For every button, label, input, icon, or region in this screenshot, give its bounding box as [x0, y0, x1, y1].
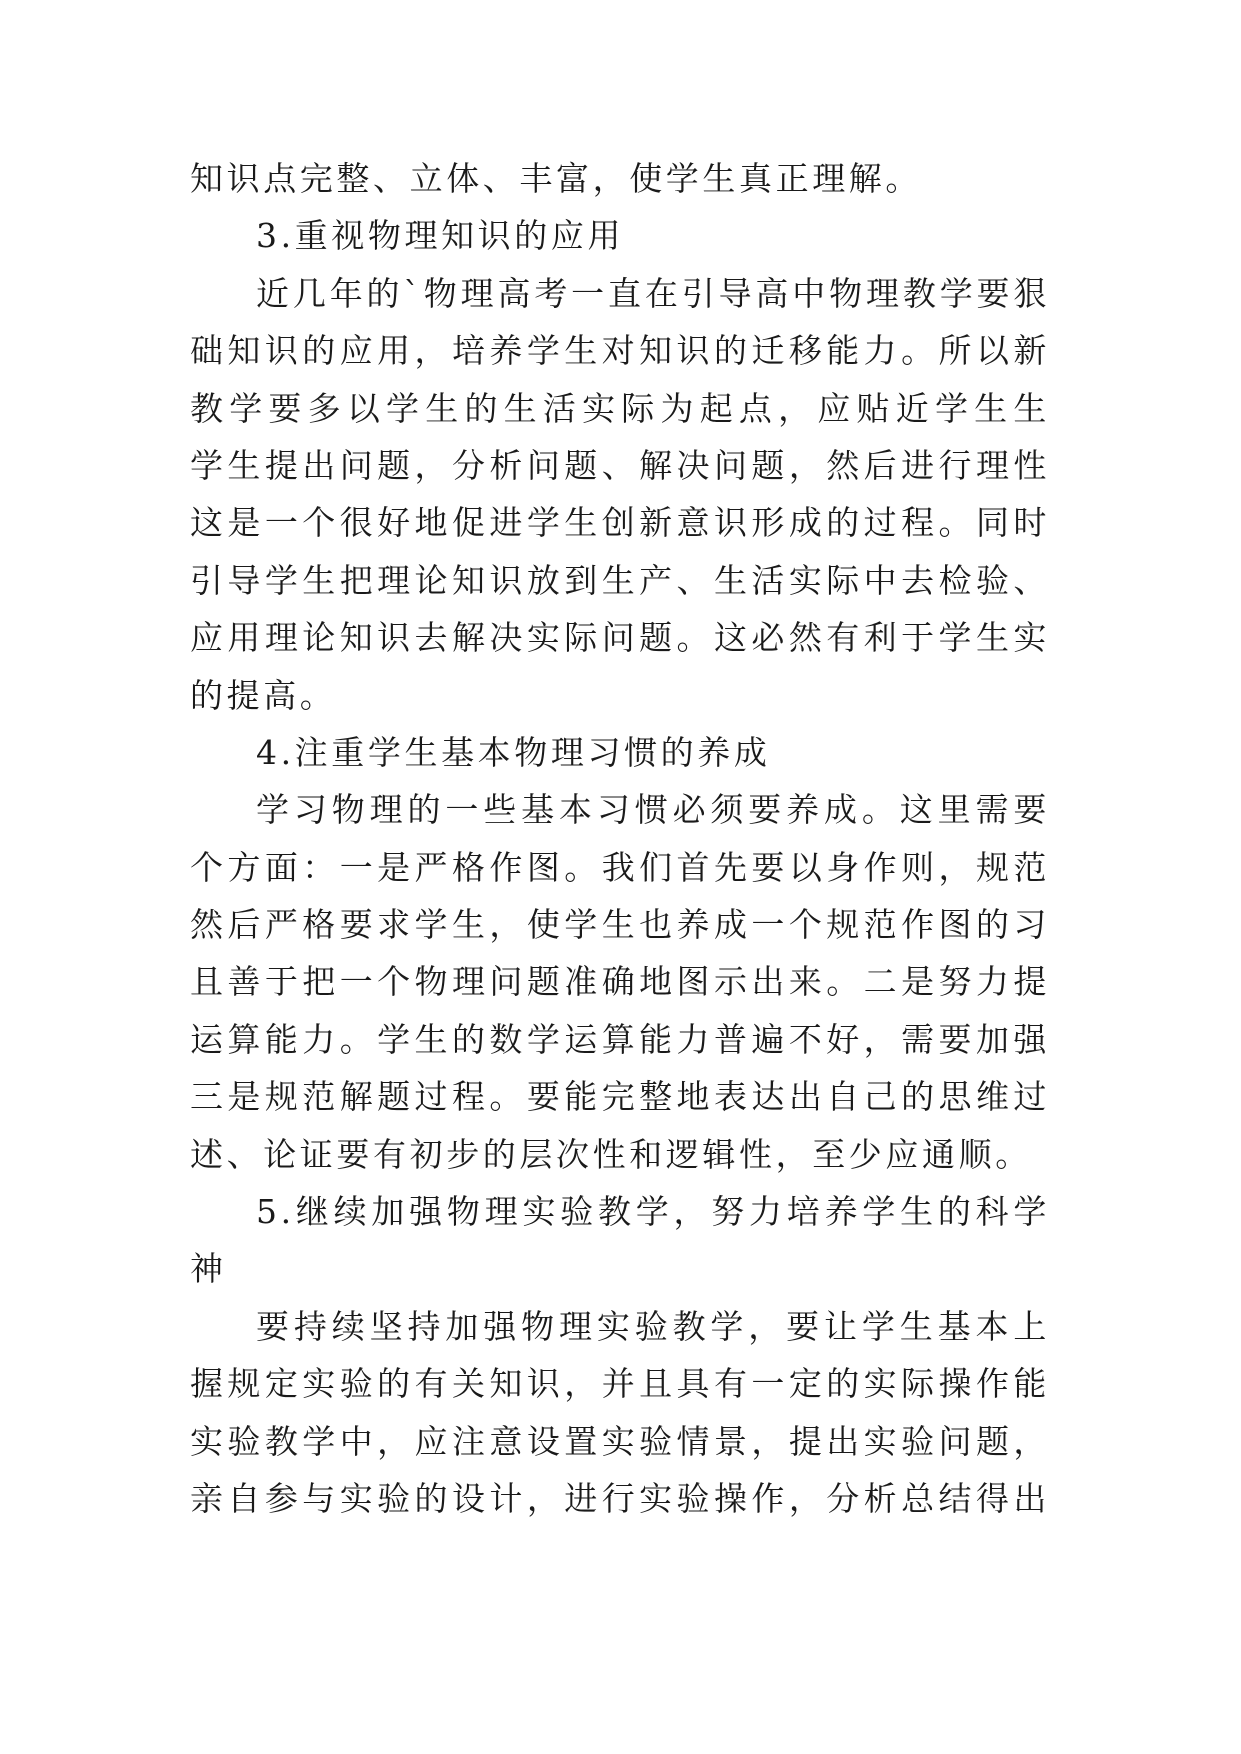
text-line-17: 三是规范解题过程。要能完整地表达出自己的思维过 [190, 1077, 1050, 1117]
text-line-12: 学习物理的一些基本习惯必须要养成。这里需要 [256, 790, 1050, 830]
text-line-11: 4.注重学生基本物理习惯的养成 [256, 732, 771, 772]
text-line-23: 实验教学中，应注意设置实验情景，提出实验问题， [190, 1421, 1050, 1461]
text-line-5: 教学要多以学生的生活实际为起点，应贴近学生生 [190, 388, 1050, 428]
text-line-19: 5.继续加强物理实验教学，努力培养学生的科学 [256, 1192, 1050, 1232]
text-line-18: 述、论证要有初步的层次性和逻辑性，至少应通顺。 [190, 1134, 1032, 1174]
text-line-24: 亲自参与实验的设计，进行实验操作，分析总结得出 [190, 1478, 1050, 1518]
text-line-13: 个方面：一是严格作图。我们首先要以身作则，规范 [190, 847, 1050, 887]
text-line-16: 运算能力。学生的数学运算能力普遍不好，需要加强 [190, 1019, 1050, 1059]
text-line-15: 且善于把一个物理问题准确地图示出来。二是努力提 [190, 962, 1050, 1002]
text-line-3: 近几年的`物理高考一直在引导高中物理教学要狠 [256, 273, 1050, 313]
text-line-6: 学生提出问题，分析问题、解决问题，然后进行理性 [190, 445, 1050, 485]
text-line-1: 知识点完整、立体、丰富，使学生真正理解。 [190, 159, 922, 198]
text-line-14: 然后严格要求学生，使学生也养成一个规范作图的习 [190, 905, 1050, 945]
text-line-20: 神 [190, 1249, 227, 1289]
text-line-9: 应用理论知识去解决实际问题。这必然有利于学生实 [190, 618, 1050, 658]
text-line-2: 3.重视物理知识的应用 [256, 216, 625, 256]
text-line-21: 要持续坚持加强物理实验教学，要让学生基本上 [256, 1306, 1050, 1346]
text-line-10: 的提高。 [190, 675, 337, 715]
text-line-7: 这是一个很好地促进学生创新意识形成的过程。同时 [190, 503, 1050, 543]
text-line-22: 握规定实验的有关知识，并且具有一定的实际操作能 [190, 1364, 1050, 1404]
document-text-body [190, 150, 1050, 1527]
text-line-8: 引导学生把理论知识放到生产、生活实际中去检验、 [190, 560, 1050, 600]
text-line-4: 础知识的应用，培养学生对知识的迁移能力。所以新 [190, 331, 1050, 371]
